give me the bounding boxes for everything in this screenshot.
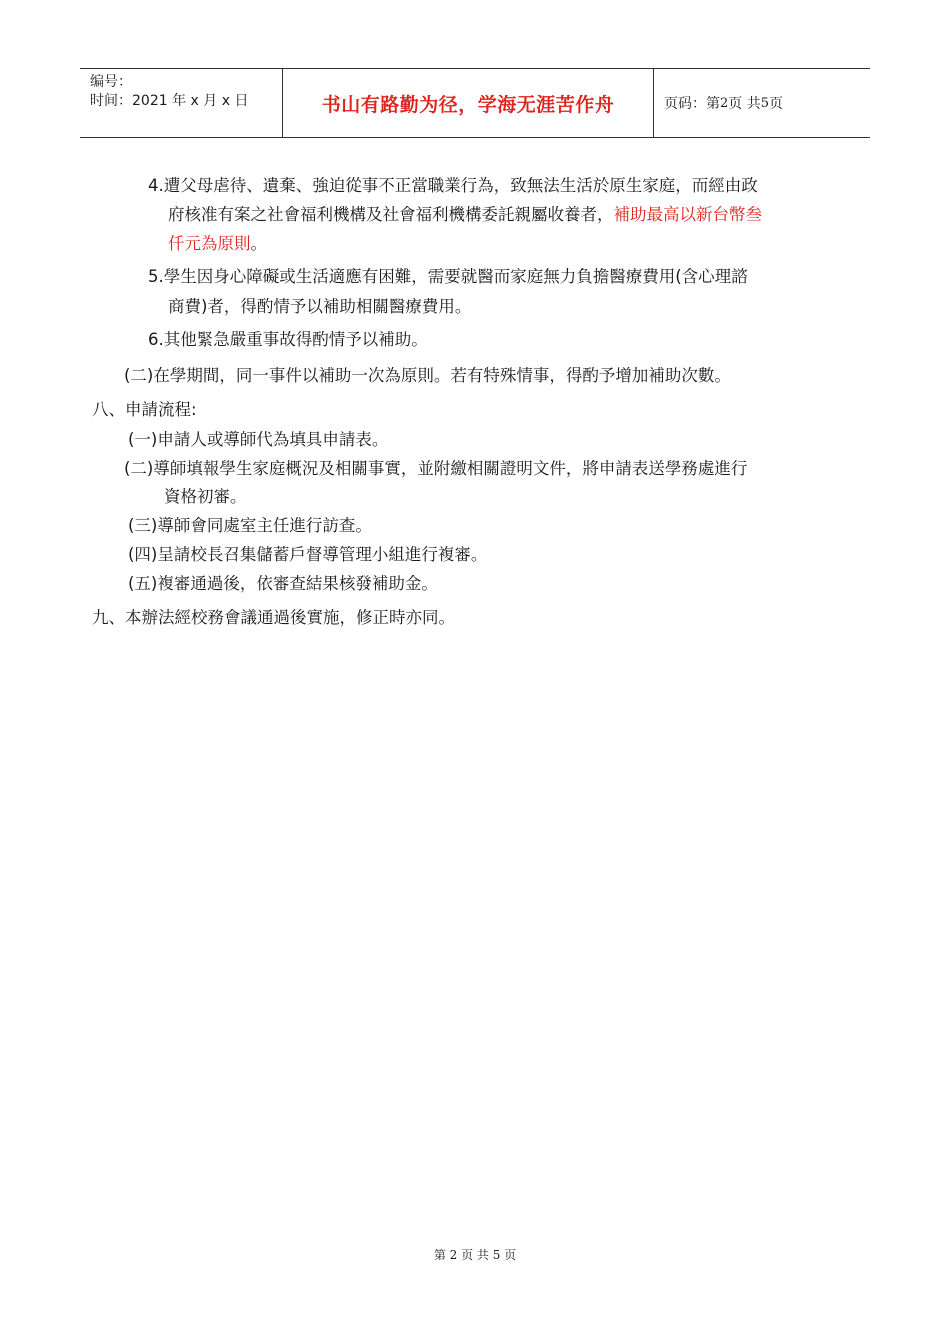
section-8-heading: 八、申請流程: [92, 400, 197, 419]
item-4-line-2-text: 府核准有案之社會福利機構及社會福利機構委託親屬收養者， [168, 205, 614, 224]
page-mid: 页 共 [728, 96, 761, 112]
page-prefix: 页码：第 [664, 96, 720, 112]
header-motto: 书山有路勤为径，学海无涯苦作舟 [282, 69, 654, 137]
page-suffix: 页 [769, 96, 784, 112]
item-6: 6.其他緊急嚴重事故得酌情予以補助。 [148, 330, 428, 349]
item-4-line-3 [168, 233, 267, 255]
process-step-3: (三)導師會同處室主任進行訪查。 [128, 516, 372, 535]
page-current: 2 [720, 95, 729, 111]
process-step-2-line-2: 資格初審。 [164, 487, 247, 506]
item-4-subsidy-highlight: 補助最高以新台幣叁 [613, 205, 762, 224]
process-step-1: (一)申請人或導師代為填具申請表。 [128, 430, 389, 449]
item-4-line-3-tail: 。 [250, 234, 267, 253]
item-4-line-2 [168, 204, 762, 226]
section-9: 九、本辦法經校務會議通過後實施，修正時亦同。 [92, 608, 455, 627]
item-4-subsidy-highlight-end: 仟元為原則 [168, 234, 251, 253]
page-footer: 第 2 页 共 5 页 [433, 1248, 517, 1262]
item-5-line-1: 5.學生因身心障礙或生活適應有困難，需要就醫而家庭無力負擔醫療費用(含心理諮 [148, 267, 748, 286]
process-step-5: (五)複審通過後，依審查結果核發補助金。 [128, 574, 438, 593]
header-info [80, 69, 282, 137]
page-total: 5 [760, 95, 770, 111]
item-5-line-2: 商費)者，得酌情予以補助相關醫療費用。 [168, 297, 472, 316]
document-code-label: 编号： [90, 74, 132, 90]
header-page-number [654, 69, 870, 137]
page-header [80, 68, 870, 138]
subsection-2: (二)在學期間，同一事件以補助一次為原則。若有特殊情事，得酌予增加補助次數。 [124, 366, 731, 385]
process-step-2-line-1: (二)導師填報學生家庭概況及相關事實，並附繳相關證明文件，將申請表送學務處進行 [124, 459, 748, 478]
document-time-label: 时间：2021 年 x 月 x 日 [90, 93, 249, 109]
item-4-line-1: 4.遭父母虐待、遺棄、強迫從事不正當職業行為，致無法生活於原生家庭，而經由政 [148, 176, 758, 195]
process-step-4: (四)呈請校長召集儲蓄戶督導管理小組進行複審。 [128, 545, 488, 564]
